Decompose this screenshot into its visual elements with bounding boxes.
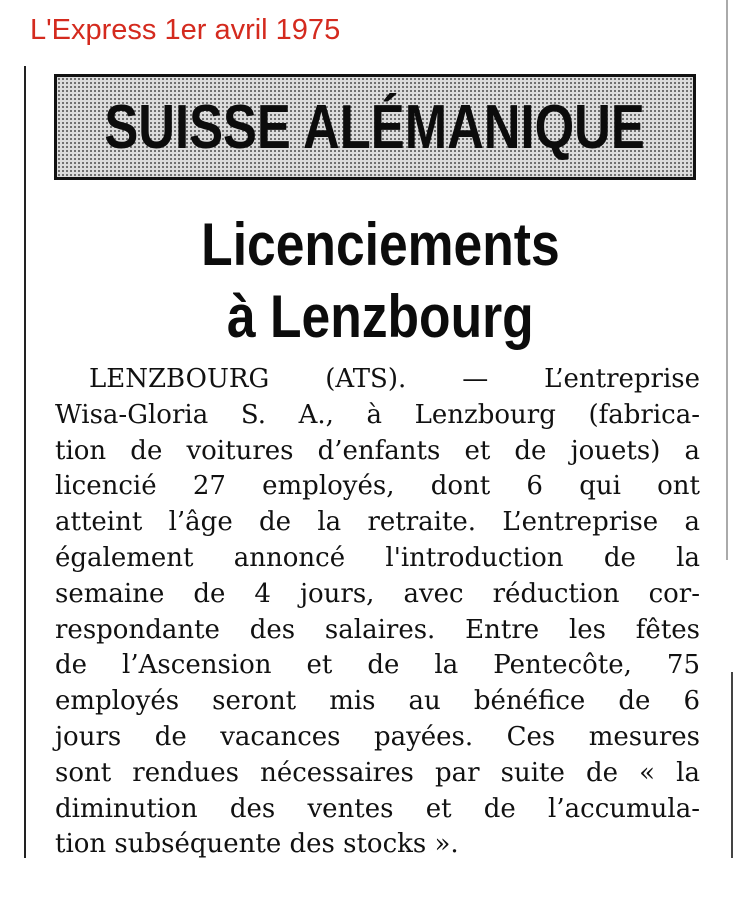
article-line: licencié 27 employés, dont 6 qui ont [55,471,700,502]
article-body [55,362,700,863]
column-rule-right-lower [731,672,733,858]
article-line: diminution des ventes et de l’accumula- [55,793,700,824]
headline-line-2: à Lenzbourg [226,283,534,350]
article-line: Wisa-Gloria S. A., à Lenzbourg (fabrica- [55,399,700,430]
section-title: SUISSE ALÉMANIQUE [104,92,646,162]
article-line: de l’Ascension et de la Pentecôte, 75 [55,650,700,681]
article-line: semaine de 4 jours, avec réduction cor- [55,578,700,609]
article-line: tion subséquente des stocks ». [55,829,459,860]
article-line: également annoncé l'introduction de la [55,542,700,573]
article-line: jours de vacances payées. Ces mesures [55,721,700,752]
article-line: sont rendues nécessaires par suite de « la [55,757,700,788]
section-banner [54,74,696,180]
article-line: atteint l’âge de la retraite. L’entreprise a [55,507,700,538]
article-line: LENZBOURG (ATS). — L’entreprise [89,364,700,394]
source-caption: L'Express 1er avril 1975 [30,14,341,46]
article-line: tion de voitures d’enfants et de jouets) a [55,435,700,466]
headline-line-1: Licenciements [200,211,560,278]
column-rule-right [726,0,728,560]
column-rule-left [24,66,26,858]
article-line: employés seront mis au bénéfice de 6 [55,686,700,717]
article-line: respondante des salaires. Entre les fêtes [55,614,700,645]
